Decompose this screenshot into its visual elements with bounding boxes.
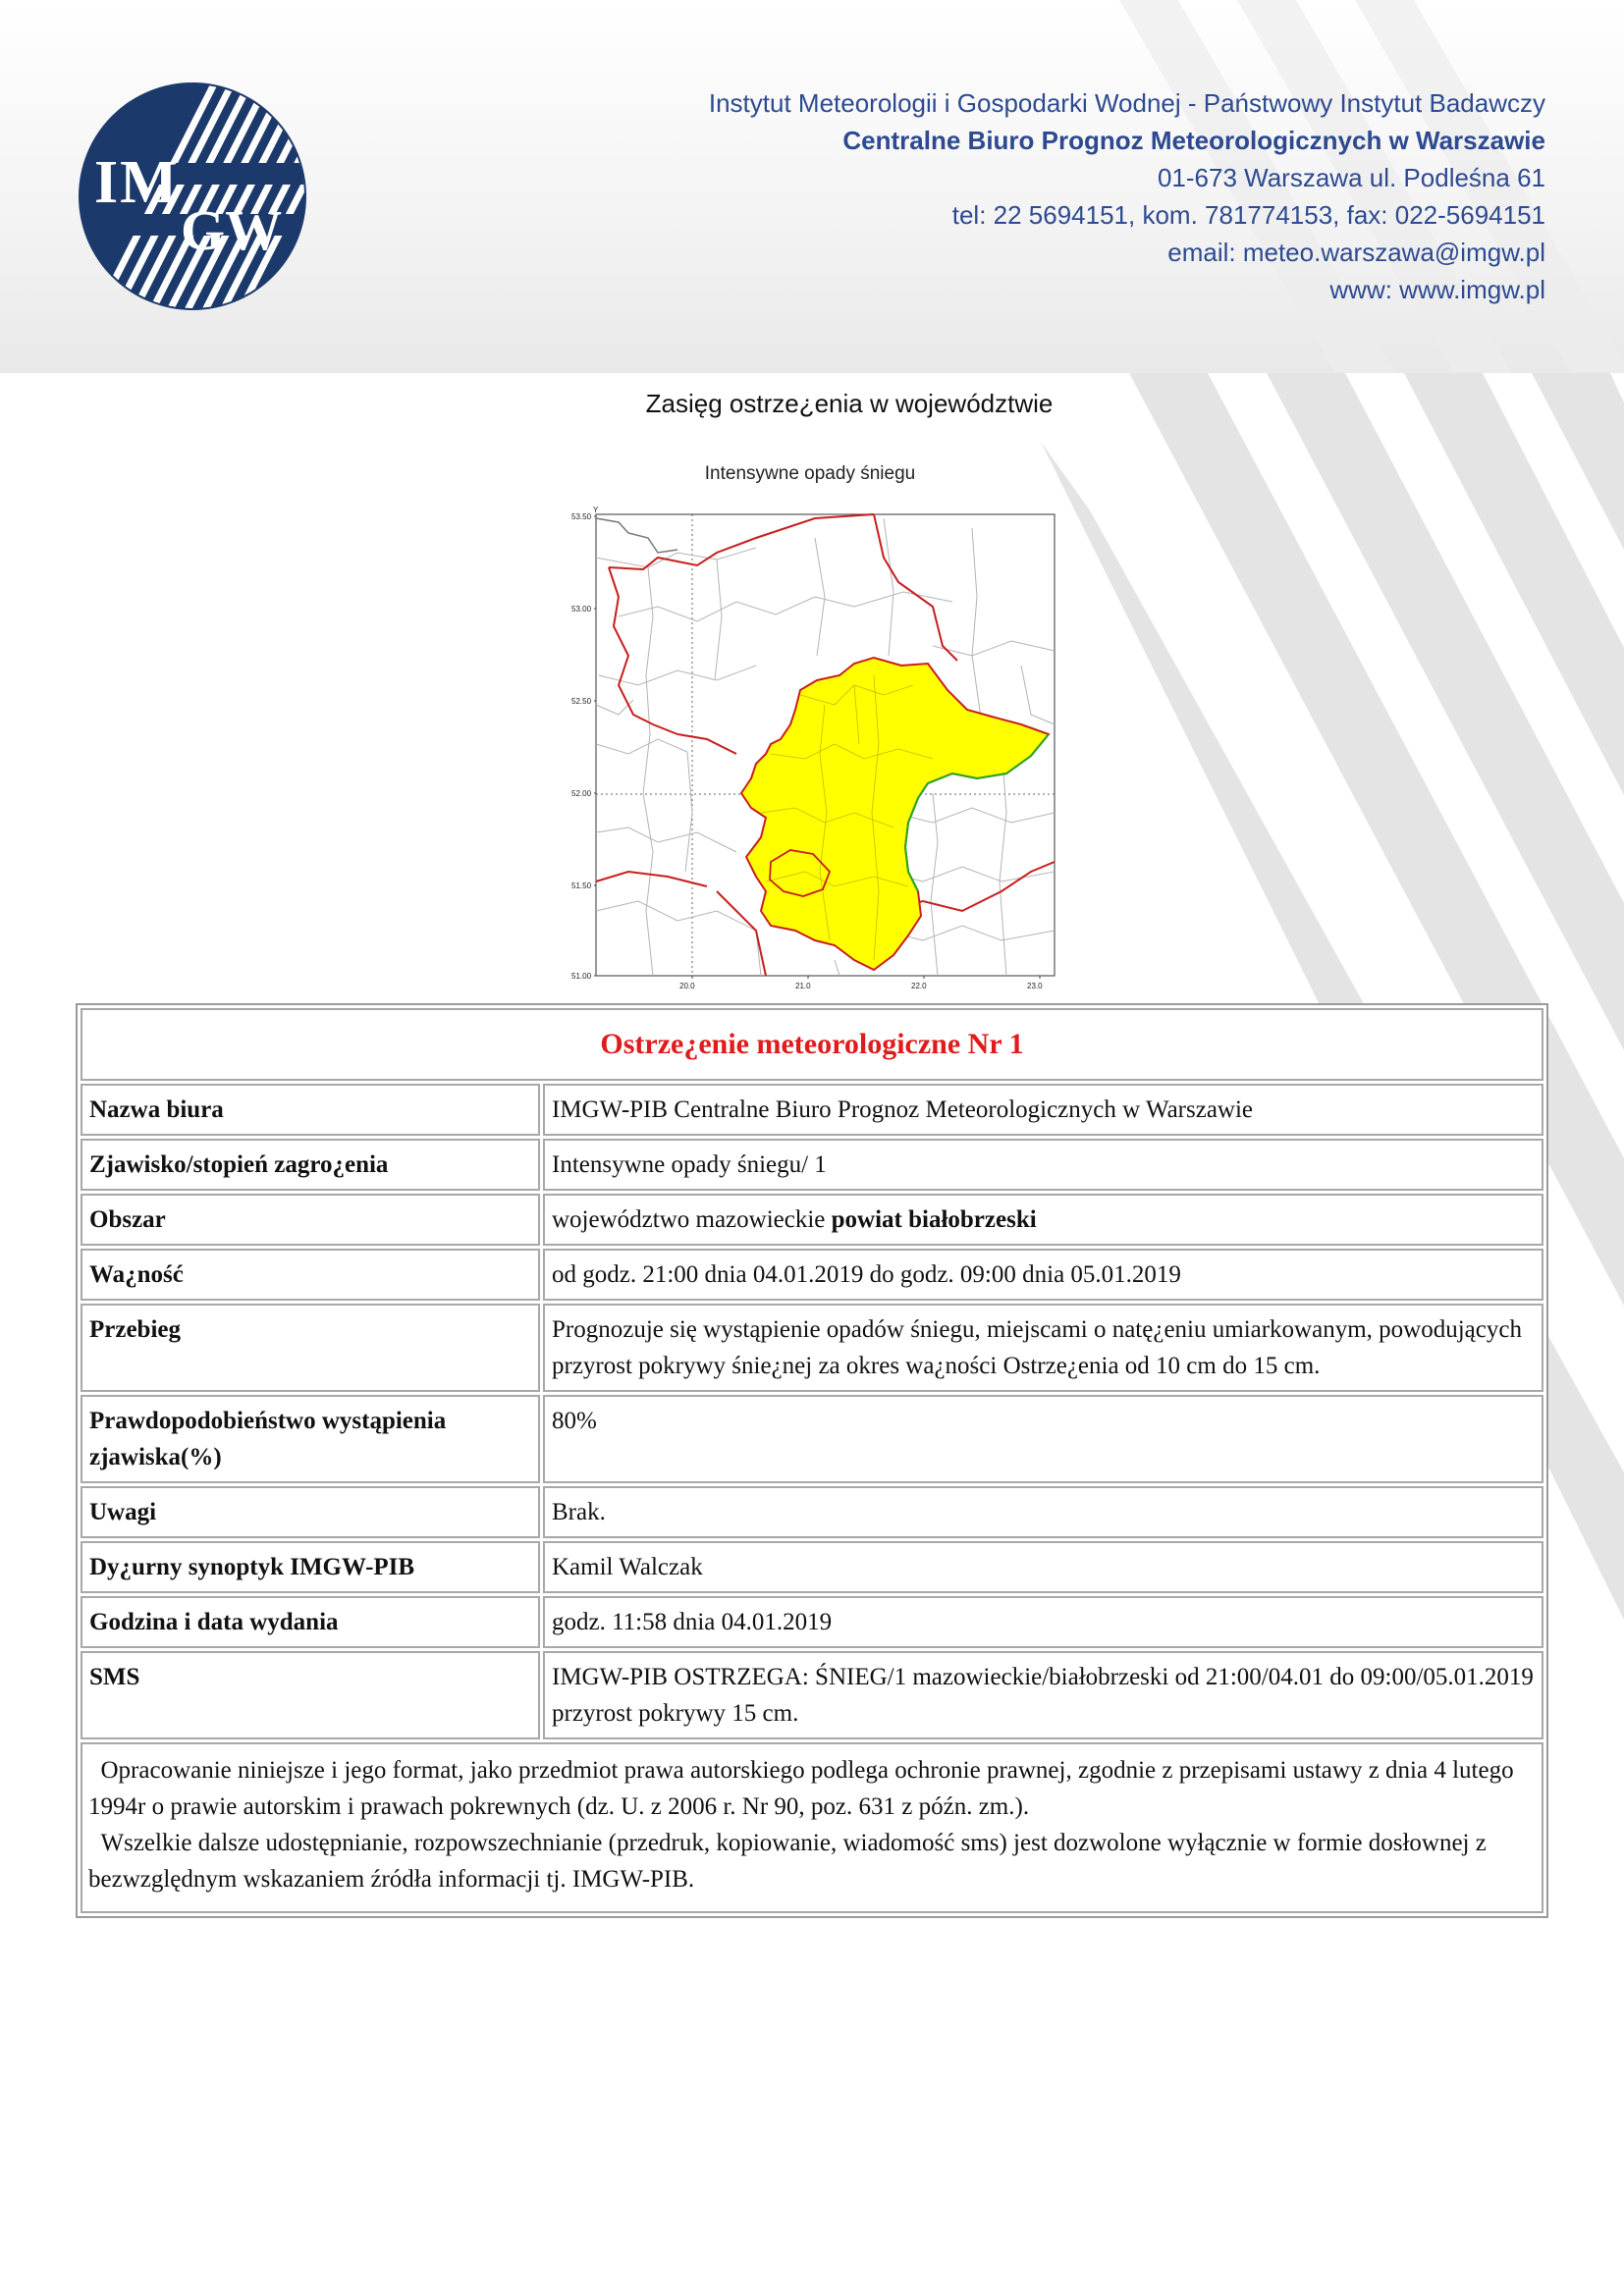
row-value: IMGW-PIB Centralne Biuro Prognoz Meteorologicznych w Warszawie	[543, 1084, 1543, 1136]
copyright-note	[81, 1742, 1543, 1913]
table-row	[81, 1194, 1543, 1246]
table-row	[81, 1139, 1543, 1191]
row-label: Nazwa biura	[81, 1084, 540, 1136]
row-label: Zjawisko/stopień zagro¿enia	[81, 1139, 540, 1191]
institute-contact-block	[709, 84, 1545, 308]
copyright-paragraph-1: Opracowanie niniejsze i jego format, jako przedmiot prawa autorskiego podlega ochronie prawnej, zgodnie z przepisami ustawy z dnia 4 lutego 1994r o prawie autorskim i prawach pokrewnych (dz. U. z 2006 r. Nr 90, poz. 631 z późn. zm.).	[88, 1757, 1520, 1820]
phone: tel: 22 5694151, kom. 781774153, fax: 022-5694151	[951, 200, 1545, 230]
y-tick: 51.00	[571, 972, 592, 981]
institute-name: Instytut Meteorologii i Gospodarki Wodnej - Państwowy Instytut Badawczy	[708, 88, 1545, 118]
row-label: Wa¿ność	[81, 1249, 540, 1301]
table-row	[81, 1596, 1543, 1648]
row-value: Kamil Walczak	[543, 1541, 1543, 1593]
table-row	[81, 1486, 1543, 1538]
area-district: powiat białobrzeski	[831, 1206, 1037, 1233]
website[interactable]: www: www.imgw.pl	[1329, 275, 1545, 304]
x-tick: 22.0	[911, 982, 927, 990]
row-value: od godz. 21:00 dnia 04.01.2019 do godz. 09:00 dnia 05.01.2019	[543, 1249, 1543, 1301]
area-voivodeship: województwo mazowieckie	[552, 1206, 826, 1233]
table-row	[81, 1084, 1543, 1136]
row-label: Prawdopodobieństwo wystąpienia zjawiska(%)	[81, 1395, 540, 1483]
row-label: Przebieg	[81, 1304, 540, 1392]
office-name: Centralne Biuro Prognoz Meteorologicznych w Warszawie	[842, 126, 1545, 155]
row-label: Uwagi	[81, 1486, 540, 1538]
row-value: Brak.	[543, 1486, 1543, 1538]
svg-text:IM: IM	[94, 149, 180, 216]
warning-title: Ostrze¿enie meteorologiczne Nr 1	[81, 1008, 1543, 1081]
row-value: godz. 11:58 dnia 04.01.2019	[543, 1596, 1543, 1648]
row-label: SMS	[81, 1651, 540, 1739]
x-tick: 21.0	[795, 982, 811, 990]
map-title: Zasięg ostrze¿enia w województwie	[645, 389, 1054, 418]
y-axis-label: Y	[593, 506, 599, 514]
map-subtitle-text: Intensywne opady śniegu	[704, 463, 916, 484]
warning-map	[560, 499, 1060, 999]
y-tick: 52.50	[571, 697, 592, 706]
map-subtitle	[0, 463, 1624, 485]
x-tick: 23.0	[1027, 982, 1043, 990]
email[interactable]: email: meteo.warszawa@imgw.pl	[1167, 238, 1545, 267]
row-value: 80%	[543, 1395, 1543, 1483]
warning-table	[76, 1003, 1548, 1918]
row-label: Obszar	[81, 1194, 540, 1246]
row-label: Godzina i data wydania	[81, 1596, 540, 1648]
row-label: Dy¿urny synoptyk IMGW-PIB	[81, 1541, 540, 1593]
x-tick: 20.0	[679, 982, 695, 990]
address: 01-673 Warszawa ul. Podleśna 61	[1157, 163, 1545, 192]
table-row	[81, 1249, 1543, 1301]
table-row	[81, 1395, 1543, 1483]
imgw-logo	[77, 80, 308, 312]
y-tick: 51.50	[571, 881, 592, 890]
y-tick: 53.50	[571, 512, 592, 521]
copyright-paragraph-2: Wszelkie dalsze udostępnianie, rozpowszechnianie (przedruk, kopiowanie, wiadomość sms) jest dozwolone wyłącznie w formie dosłownej z bezwzględnym wskazaniem źródła informacji tj. IMGW-PIB.	[88, 1830, 1493, 1893]
row-value: Prognozuje się wystąpienie opadów śniegu, miejscami o natę¿eniu umiarkowanym, powodujących przyrost pokrywy śnie¿nej za okres wa¿ności Ostrze¿enia od 10 cm do 15 cm.	[543, 1304, 1543, 1392]
row-value: Intensywne opady śniegu/ 1	[543, 1139, 1543, 1191]
row-value-area	[543, 1194, 1543, 1246]
table-row	[81, 1651, 1543, 1739]
y-tick: 52.00	[571, 789, 592, 798]
y-tick: 53.00	[571, 605, 592, 614]
table-row	[81, 1541, 1543, 1593]
table-row	[81, 1304, 1543, 1392]
svg-text:GW: GW	[181, 198, 283, 262]
row-value: IMGW-PIB OSTRZEGA: ŚNIEG/1 mazowieckie/białobrzeski od 21:00/04.01 do 09:00/05.01.2019 przyrost pokrywy 15 cm.	[543, 1651, 1543, 1739]
